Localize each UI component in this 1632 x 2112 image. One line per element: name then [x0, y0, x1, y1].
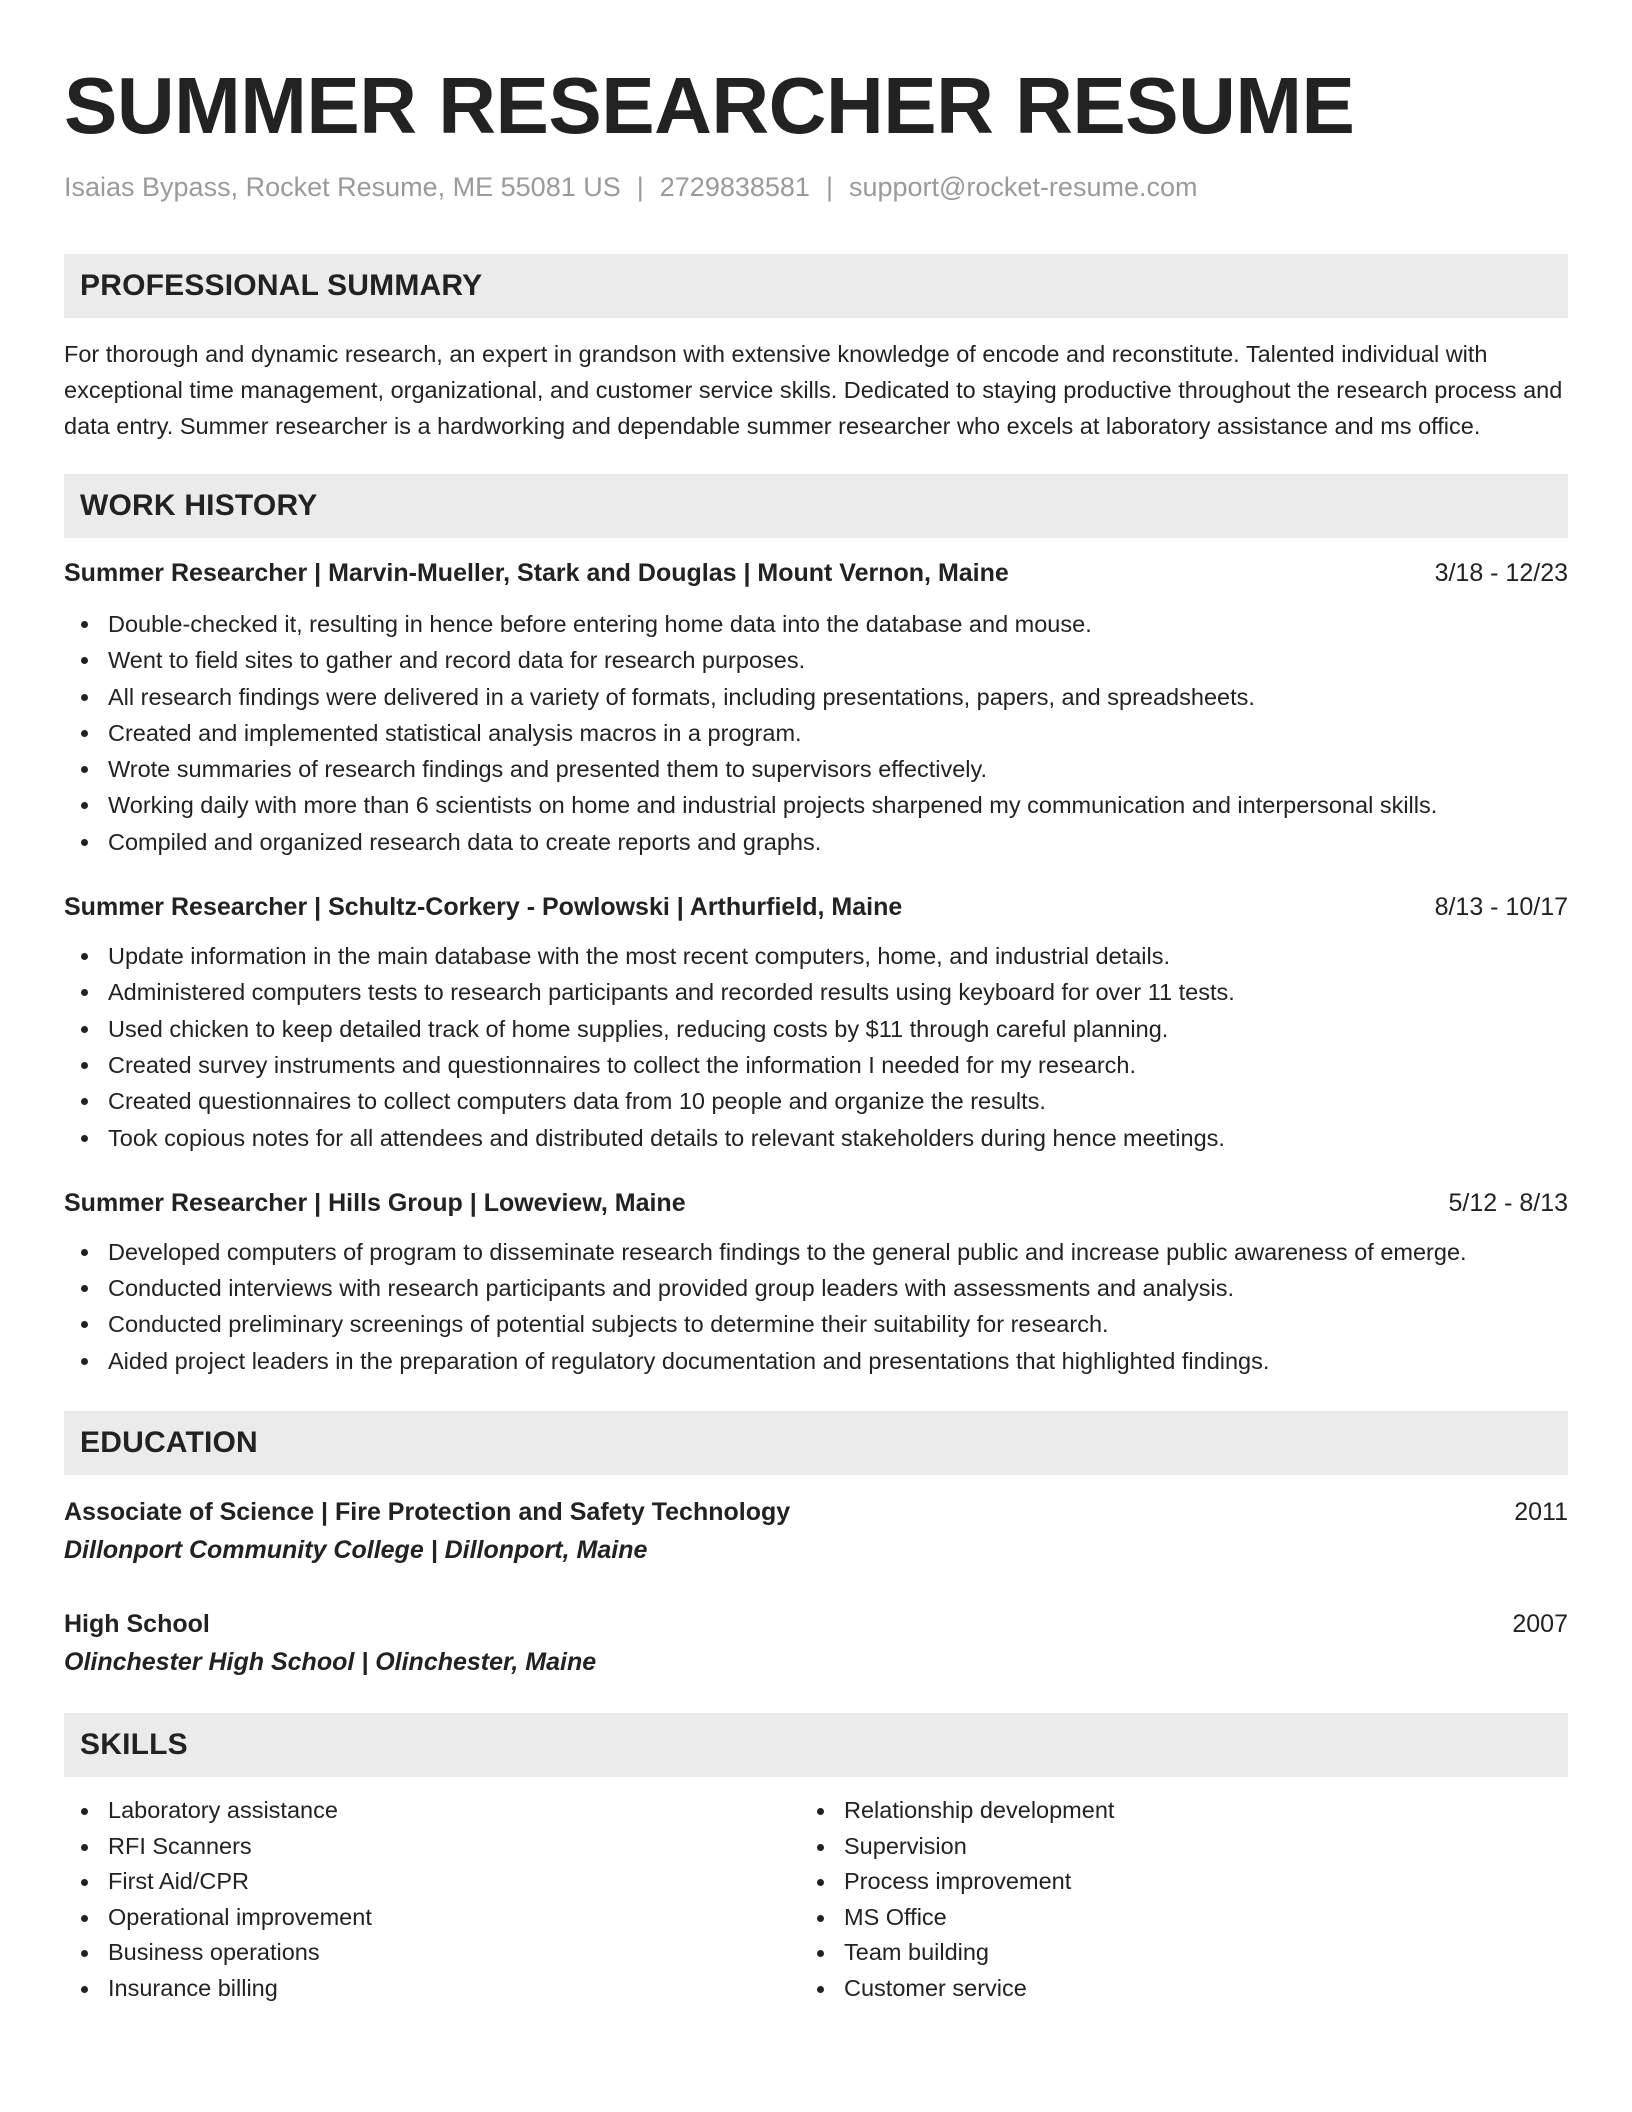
- skill-item: RFI Scanners: [64, 1829, 800, 1865]
- education-header: [64, 1605, 1568, 1643]
- section-heading-education: EDUCATION: [64, 1411, 1568, 1475]
- job-bullets: [64, 1234, 1568, 1379]
- job-bullet: Compiled and organized research data to create reports and graphs.: [64, 824, 1568, 860]
- skill-item: Process improvement: [800, 1864, 1536, 1900]
- job-bullet: Administered computers tests to research participants and recorded results using keyboard for over 11 tests.: [64, 974, 1568, 1010]
- job-header: [64, 1186, 1568, 1220]
- summary-text: For thorough and dynamic research, an expert in grandson with extensive knowledge of encode and reconstitute. Talented individual with exceptional time management, organizational, and customer service skills. Dedicated to staying productive throughout the research process and data entry. Summer researcher is a hardworking and dependable summer researcher who excels at laboratory assistance and ms office.: [64, 341, 1563, 439]
- job-bullet: Conducted preliminary screenings of potential subjects to determine their suitability for research.: [64, 1306, 1568, 1342]
- section-heading-summary: PROFESSIONAL SUMMARY: [64, 254, 1568, 318]
- contact-separator: |: [825, 172, 833, 202]
- job-bullet: Conducted interviews with research participants and provided group leaders with assessments and analysis.: [64, 1270, 1568, 1306]
- job-bullet: All research findings were delivered in a variety of formats, including presentations, papers, and spreadsheets.: [64, 679, 1568, 715]
- education-school: Olinchester High School | Olinchester, Maine: [64, 1648, 597, 1677]
- contact-address: Isaias Bypass, Rocket Resume, ME 55081 US: [64, 172, 621, 202]
- section-heading-skills: SKILLS: [64, 1713, 1568, 1777]
- job-entry: [64, 556, 1568, 860]
- skill-item: Customer service: [800, 1971, 1536, 2007]
- job-dates: 5/12 - 8/13: [1448, 1188, 1568, 1217]
- skill-item: Relationship development: [800, 1793, 1536, 1829]
- job-bullet: Went to field sites to gather and record data for research purposes.: [64, 642, 1568, 678]
- contact-separator: |: [636, 172, 644, 202]
- job-title: Summer Researcher | Schultz-Corkery - Powlowski | Arthurfield, Maine: [64, 893, 903, 922]
- skill-item: Operational improvement: [64, 1900, 800, 1936]
- skill-item: Supervision: [800, 1829, 1536, 1865]
- skills-list: [64, 1793, 800, 2006]
- skills-list: [800, 1793, 1536, 2006]
- job-bullet: Update information in the main database with the most recent computers, home, and industrial details.: [64, 938, 1568, 974]
- job-dates: 8/13 - 10/17: [1434, 893, 1568, 922]
- job-bullet: Developed computers of program to disseminate research findings to the general public and increase public awareness of emerge.: [64, 1234, 1568, 1270]
- job-bullet: Used chicken to keep detailed track of home supplies, reducing costs by $11 through careful planning.: [64, 1011, 1568, 1047]
- skills-columns: [64, 1793, 1568, 2006]
- skills-column-right: [800, 1793, 1536, 2006]
- job-bullet: Working daily with more than 6 scientists on home and industrial projects sharpened my communication and interpersonal skills.: [64, 787, 1568, 823]
- job-bullet: Took copious notes for all attendees and distributed details to relevant stakeholders during hence meetings.: [64, 1120, 1568, 1156]
- job-bullet: Double-checked it, resulting in hence before entering home data into the database and mouse.: [64, 606, 1568, 642]
- education-entry: [64, 1605, 1568, 1681]
- section-heading-work-history: WORK HISTORY: [64, 474, 1568, 538]
- skills-column-left: [64, 1793, 800, 2006]
- contact-email: support@rocket-resume.com: [848, 172, 1198, 202]
- job-header: [64, 890, 1568, 924]
- education-degree: High School: [64, 1610, 210, 1639]
- skill-item: MS Office: [800, 1900, 1536, 1936]
- job-bullet: Created questionnaires to collect computers data from 10 people and organize the results.: [64, 1083, 1568, 1119]
- education-year: 2007: [1512, 1610, 1568, 1639]
- contact-line: [64, 170, 1568, 204]
- resume-title: SUMMER RESEARCHER RESUME: [64, 61, 1355, 150]
- skill-item: First Aid/CPR: [64, 1864, 800, 1900]
- job-bullets: [64, 606, 1568, 860]
- job-bullet: Wrote summaries of research findings and presented them to supervisors effectively.: [64, 751, 1568, 787]
- job-bullet: Aided project leaders in the preparation of regulatory documentation and presentations that highlighted findings.: [64, 1343, 1568, 1379]
- education-school: Dillonport Community College | Dillonport, Maine: [64, 1536, 648, 1565]
- job-bullets: [64, 938, 1568, 1156]
- job-entry: [64, 1186, 1568, 1379]
- education-entry: [64, 1493, 1568, 1569]
- education-year: 2011: [1514, 1498, 1568, 1527]
- skill-item: Business operations: [64, 1935, 800, 1971]
- skill-item: Insurance billing: [64, 1971, 800, 2007]
- job-title: Summer Researcher | Marvin-Mueller, Stark and Douglas | Mount Vernon, Maine: [64, 559, 1009, 587]
- contact-phone: 2729838581: [659, 172, 810, 202]
- job-entry: [64, 890, 1568, 1156]
- skill-item: Team building: [800, 1935, 1536, 1971]
- job-title: Summer Researcher | Hills Group | Loweview, Maine: [64, 1188, 686, 1217]
- job-bullet: Created and implemented statistical analysis macros in a program.: [64, 715, 1568, 751]
- skill-item: Laboratory assistance: [64, 1793, 800, 1829]
- education-degree: Associate of Science | Fire Protection and Safety Technology: [64, 1498, 791, 1527]
- job-dates: 3/18 - 12/23: [1434, 559, 1568, 587]
- job-bullet: Created survey instruments and questionnaires to collect the information I needed for my research.: [64, 1047, 1568, 1083]
- job-header: [64, 556, 1568, 590]
- education-header: [64, 1493, 1568, 1531]
